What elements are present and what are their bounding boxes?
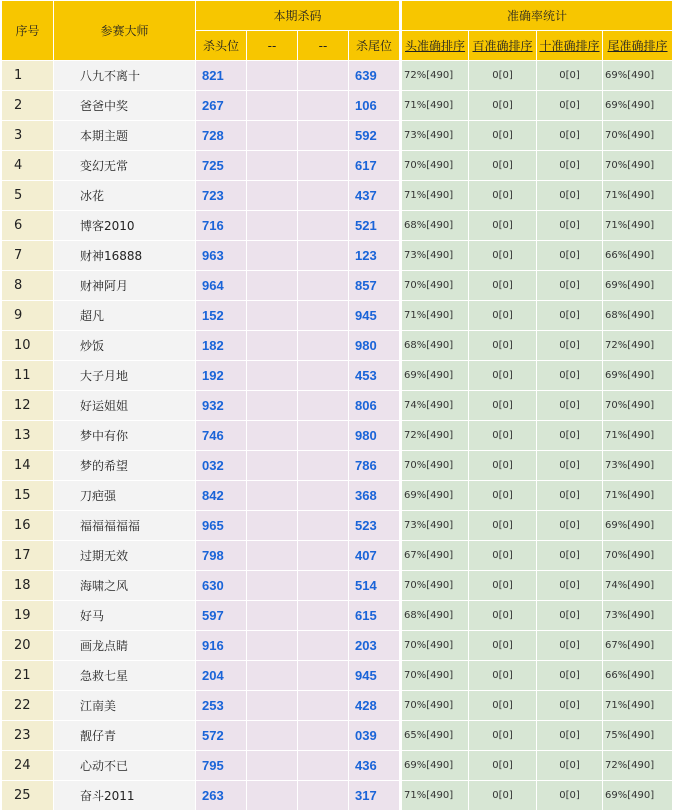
row-ten-rate: 0[0]	[537, 511, 603, 541]
row-master-name: 本期主题	[54, 121, 196, 151]
row-tail-kill: 521	[349, 211, 401, 241]
row-ten-rate: 0[0]	[537, 151, 603, 181]
row-tail-kill: 039	[349, 721, 401, 751]
row-empty-2	[298, 331, 349, 361]
row-index: 1	[2, 61, 54, 91]
row-ten-rate: 0[0]	[537, 721, 603, 751]
row-empty-1	[247, 301, 298, 331]
row-empty-1	[247, 211, 298, 241]
header-dash-2: --	[298, 31, 349, 61]
row-empty-1	[247, 571, 298, 601]
row-tail-kill: 980	[349, 421, 401, 451]
row-tail-rate: 71%[490]	[603, 421, 673, 451]
row-hundred-rate: 0[0]	[469, 751, 537, 781]
row-ten-rate: 0[0]	[537, 391, 603, 421]
row-empty-1	[247, 451, 298, 481]
row-tail-rate: 72%[490]	[603, 331, 673, 361]
table-row	[2, 181, 673, 211]
table-row	[2, 571, 673, 601]
header-master: 参赛大师	[54, 1, 196, 61]
row-empty-2	[298, 61, 349, 91]
table-row	[2, 61, 673, 91]
row-tail-kill: 523	[349, 511, 401, 541]
row-ten-rate: 0[0]	[537, 361, 603, 391]
row-hundred-rate: 0[0]	[469, 451, 537, 481]
header-head-rank-link[interactable]: 头准确排序	[401, 31, 469, 61]
row-tail-kill: 368	[349, 481, 401, 511]
row-index: 16	[2, 511, 54, 541]
table-row	[2, 211, 673, 241]
row-index: 23	[2, 721, 54, 751]
header-tail-rank-link[interactable]: 尾准确排序	[603, 31, 673, 61]
row-head-kill: 725	[196, 151, 247, 181]
row-empty-2	[298, 481, 349, 511]
row-hundred-rate: 0[0]	[469, 571, 537, 601]
row-hundred-rate: 0[0]	[469, 511, 537, 541]
row-hundred-rate: 0[0]	[469, 781, 537, 811]
table-row	[2, 481, 673, 511]
table-row	[2, 781, 673, 811]
row-ten-rate: 0[0]	[537, 481, 603, 511]
row-master-name: 奋斗2011	[54, 781, 196, 811]
row-hundred-rate: 0[0]	[469, 121, 537, 151]
row-ten-rate: 0[0]	[537, 331, 603, 361]
table-row	[2, 331, 673, 361]
table-row	[2, 271, 673, 301]
row-tail-rate: 71%[490]	[603, 181, 673, 211]
row-empty-2	[298, 211, 349, 241]
row-ten-rate: 0[0]	[537, 121, 603, 151]
row-index: 18	[2, 571, 54, 601]
row-head-rate: 68%[490]	[401, 601, 469, 631]
row-empty-2	[298, 691, 349, 721]
row-empty-1	[247, 151, 298, 181]
row-empty-1	[247, 331, 298, 361]
row-empty-1	[247, 181, 298, 211]
row-empty-1	[247, 751, 298, 781]
row-tail-rate: 74%[490]	[603, 571, 673, 601]
row-tail-kill: 592	[349, 121, 401, 151]
row-empty-1	[247, 661, 298, 691]
row-head-kill: 746	[196, 421, 247, 451]
row-tail-rate: 69%[490]	[603, 61, 673, 91]
table-body	[2, 61, 673, 811]
row-empty-2	[298, 391, 349, 421]
row-hundred-rate: 0[0]	[469, 241, 537, 271]
row-head-kill: 597	[196, 601, 247, 631]
row-index: 15	[2, 481, 54, 511]
row-ten-rate: 0[0]	[537, 211, 603, 241]
row-empty-2	[298, 301, 349, 331]
row-head-kill: 965	[196, 511, 247, 541]
row-head-kill: 916	[196, 631, 247, 661]
table-row	[2, 241, 673, 271]
row-tail-rate: 67%[490]	[603, 631, 673, 661]
row-empty-1	[247, 421, 298, 451]
header-index: 序号	[2, 1, 54, 61]
row-empty-2	[298, 721, 349, 751]
row-head-kill: 267	[196, 91, 247, 121]
row-index: 3	[2, 121, 54, 151]
row-index: 10	[2, 331, 54, 361]
row-head-kill: 932	[196, 391, 247, 421]
masters-table	[1, 0, 673, 811]
row-head-kill: 964	[196, 271, 247, 301]
row-head-rate: 70%[490]	[401, 691, 469, 721]
row-head-rate: 70%[490]	[401, 151, 469, 181]
row-empty-1	[247, 721, 298, 751]
row-head-rate: 69%[490]	[401, 481, 469, 511]
row-index: 14	[2, 451, 54, 481]
row-hundred-rate: 0[0]	[469, 91, 537, 121]
row-ten-rate: 0[0]	[537, 241, 603, 271]
row-head-rate: 70%[490]	[401, 271, 469, 301]
row-index: 20	[2, 631, 54, 661]
row-master-name: 刀疤强	[54, 481, 196, 511]
row-head-rate: 71%[490]	[401, 91, 469, 121]
row-tail-kill: 786	[349, 451, 401, 481]
row-empty-1	[247, 601, 298, 631]
table-row	[2, 631, 673, 661]
row-ten-rate: 0[0]	[537, 751, 603, 781]
row-ten-rate: 0[0]	[537, 541, 603, 571]
header-kill-group: 本期杀码	[196, 1, 401, 31]
row-empty-1	[247, 391, 298, 421]
row-empty-1	[247, 781, 298, 811]
row-empty-2	[298, 781, 349, 811]
row-tail-kill: 106	[349, 91, 401, 121]
table-row	[2, 451, 673, 481]
row-empty-1	[247, 481, 298, 511]
row-empty-2	[298, 121, 349, 151]
row-tail-kill: 437	[349, 181, 401, 211]
row-tail-kill: 123	[349, 241, 401, 271]
table-row	[2, 151, 673, 181]
header-dash-1: --	[247, 31, 298, 61]
row-empty-2	[298, 421, 349, 451]
row-ten-rate: 0[0]	[537, 451, 603, 481]
row-index: 7	[2, 241, 54, 271]
row-index: 22	[2, 691, 54, 721]
row-empty-2	[298, 601, 349, 631]
row-head-rate: 72%[490]	[401, 421, 469, 451]
row-head-rate: 68%[490]	[401, 331, 469, 361]
row-hundred-rate: 0[0]	[469, 721, 537, 751]
row-head-rate: 65%[490]	[401, 721, 469, 751]
row-head-kill: 728	[196, 121, 247, 151]
row-index: 17	[2, 541, 54, 571]
row-master-name: 心动不已	[54, 751, 196, 781]
row-ten-rate: 0[0]	[537, 61, 603, 91]
row-head-kill: 152	[196, 301, 247, 331]
row-empty-1	[247, 691, 298, 721]
row-tail-rate: 69%[490]	[603, 361, 673, 391]
row-empty-1	[247, 121, 298, 151]
table-row	[2, 541, 673, 571]
row-hundred-rate: 0[0]	[469, 181, 537, 211]
row-hundred-rate: 0[0]	[469, 541, 537, 571]
row-empty-1	[247, 271, 298, 301]
row-head-rate: 73%[490]	[401, 511, 469, 541]
row-head-kill: 798	[196, 541, 247, 571]
row-empty-2	[298, 361, 349, 391]
row-head-kill: 192	[196, 361, 247, 391]
row-master-name: 八九不离十	[54, 61, 196, 91]
row-hundred-rate: 0[0]	[469, 421, 537, 451]
row-head-kill: 032	[196, 451, 247, 481]
table-row	[2, 421, 673, 451]
row-master-name: 急救七星	[54, 661, 196, 691]
row-empty-2	[298, 661, 349, 691]
row-ten-rate: 0[0]	[537, 691, 603, 721]
row-empty-2	[298, 631, 349, 661]
row-tail-rate: 66%[490]	[603, 661, 673, 691]
row-empty-1	[247, 61, 298, 91]
row-index: 19	[2, 601, 54, 631]
row-empty-1	[247, 361, 298, 391]
row-master-name: 炒饭	[54, 331, 196, 361]
table-row	[2, 601, 673, 631]
row-head-rate: 71%[490]	[401, 301, 469, 331]
row-index: 6	[2, 211, 54, 241]
row-head-kill: 963	[196, 241, 247, 271]
row-empty-1	[247, 631, 298, 661]
row-head-rate: 69%[490]	[401, 361, 469, 391]
row-hundred-rate: 0[0]	[469, 691, 537, 721]
row-tail-kill: 317	[349, 781, 401, 811]
row-empty-2	[298, 571, 349, 601]
row-empty-1	[247, 91, 298, 121]
row-head-rate: 70%[490]	[401, 571, 469, 601]
row-master-name: 靓仔青	[54, 721, 196, 751]
row-head-rate: 71%[490]	[401, 781, 469, 811]
row-index: 8	[2, 271, 54, 301]
row-ten-rate: 0[0]	[537, 421, 603, 451]
row-master-name: 过期无效	[54, 541, 196, 571]
row-head-rate: 73%[490]	[401, 121, 469, 151]
row-tail-rate: 71%[490]	[603, 691, 673, 721]
row-hundred-rate: 0[0]	[469, 391, 537, 421]
row-hundred-rate: 0[0]	[469, 481, 537, 511]
row-index: 2	[2, 91, 54, 121]
row-head-kill: 795	[196, 751, 247, 781]
table-row	[2, 301, 673, 331]
header-head-kill: 杀头位	[196, 31, 247, 61]
row-head-kill: 842	[196, 481, 247, 511]
row-hundred-rate: 0[0]	[469, 301, 537, 331]
row-master-name: 财神16888	[54, 241, 196, 271]
row-head-rate: 70%[490]	[401, 661, 469, 691]
row-head-rate: 73%[490]	[401, 241, 469, 271]
table-row	[2, 91, 673, 121]
row-index: 25	[2, 781, 54, 811]
row-hundred-rate: 0[0]	[469, 151, 537, 181]
row-tail-kill: 639	[349, 61, 401, 91]
row-tail-rate: 71%[490]	[603, 211, 673, 241]
row-master-name: 超凡	[54, 301, 196, 331]
table-row	[2, 691, 673, 721]
row-empty-2	[298, 751, 349, 781]
row-tail-kill: 428	[349, 691, 401, 721]
row-ten-rate: 0[0]	[537, 571, 603, 601]
table-row	[2, 751, 673, 781]
row-head-kill: 821	[196, 61, 247, 91]
row-head-rate: 69%[490]	[401, 751, 469, 781]
row-master-name: 梦中有你	[54, 421, 196, 451]
row-head-kill: 716	[196, 211, 247, 241]
row-master-name: 画龙点睛	[54, 631, 196, 661]
row-tail-rate: 69%[490]	[603, 781, 673, 811]
row-tail-rate: 69%[490]	[603, 511, 673, 541]
row-ten-rate: 0[0]	[537, 181, 603, 211]
table-row	[2, 721, 673, 751]
header-hundred-rank-link[interactable]: 百准确排序	[469, 31, 537, 61]
row-tail-kill: 857	[349, 271, 401, 301]
row-tail-kill: 514	[349, 571, 401, 601]
row-head-kill: 723	[196, 181, 247, 211]
row-head-rate: 70%[490]	[401, 631, 469, 661]
row-head-rate: 70%[490]	[401, 451, 469, 481]
row-tail-rate: 73%[490]	[603, 451, 673, 481]
row-master-name: 博客2010	[54, 211, 196, 241]
row-head-rate: 68%[490]	[401, 211, 469, 241]
row-head-kill: 572	[196, 721, 247, 751]
row-tail-rate: 72%[490]	[603, 751, 673, 781]
row-head-rate: 72%[490]	[401, 61, 469, 91]
table-row	[2, 661, 673, 691]
row-head-rate: 67%[490]	[401, 541, 469, 571]
row-empty-2	[298, 271, 349, 301]
row-empty-2	[298, 241, 349, 271]
row-tail-kill: 945	[349, 301, 401, 331]
row-master-name: 福福福福福	[54, 511, 196, 541]
row-index: 21	[2, 661, 54, 691]
row-hundred-rate: 0[0]	[469, 331, 537, 361]
row-empty-2	[298, 451, 349, 481]
row-ten-rate: 0[0]	[537, 271, 603, 301]
row-hundred-rate: 0[0]	[469, 601, 537, 631]
table-row	[2, 121, 673, 151]
row-tail-rate: 66%[490]	[603, 241, 673, 271]
table-row	[2, 511, 673, 541]
table-row	[2, 361, 673, 391]
row-ten-rate: 0[0]	[537, 661, 603, 691]
row-ten-rate: 0[0]	[537, 781, 603, 811]
row-master-name: 爸爸中奖	[54, 91, 196, 121]
header-row-top	[2, 1, 673, 31]
row-hundred-rate: 0[0]	[469, 211, 537, 241]
row-head-kill: 630	[196, 571, 247, 601]
row-tail-rate: 68%[490]	[603, 301, 673, 331]
row-tail-rate: 70%[490]	[603, 391, 673, 421]
row-tail-rate: 73%[490]	[603, 601, 673, 631]
row-master-name: 变幻无常	[54, 151, 196, 181]
row-empty-1	[247, 511, 298, 541]
row-master-name: 好马	[54, 601, 196, 631]
row-ten-rate: 0[0]	[537, 601, 603, 631]
row-tail-kill: 203	[349, 631, 401, 661]
row-master-name: 海啸之风	[54, 571, 196, 601]
row-index: 9	[2, 301, 54, 331]
row-master-name: 大子月地	[54, 361, 196, 391]
row-tail-kill: 436	[349, 751, 401, 781]
row-index: 4	[2, 151, 54, 181]
header-stats-group: 准确率统计	[401, 1, 673, 31]
row-head-kill: 263	[196, 781, 247, 811]
row-tail-rate: 71%[490]	[603, 481, 673, 511]
row-empty-2	[298, 541, 349, 571]
row-hundred-rate: 0[0]	[469, 661, 537, 691]
row-tail-rate: 69%[490]	[603, 271, 673, 301]
row-master-name: 冰花	[54, 181, 196, 211]
row-tail-kill: 615	[349, 601, 401, 631]
row-tail-rate: 75%[490]	[603, 721, 673, 751]
row-tail-kill: 980	[349, 331, 401, 361]
row-empty-2	[298, 511, 349, 541]
row-head-rate: 71%[490]	[401, 181, 469, 211]
row-head-kill: 253	[196, 691, 247, 721]
row-index: 11	[2, 361, 54, 391]
row-tail-rate: 70%[490]	[603, 151, 673, 181]
row-tail-kill: 806	[349, 391, 401, 421]
row-index: 13	[2, 421, 54, 451]
row-hundred-rate: 0[0]	[469, 271, 537, 301]
row-tail-rate: 69%[490]	[603, 91, 673, 121]
row-hundred-rate: 0[0]	[469, 631, 537, 661]
row-empty-2	[298, 151, 349, 181]
row-index: 5	[2, 181, 54, 211]
row-ten-rate: 0[0]	[537, 631, 603, 661]
row-hundred-rate: 0[0]	[469, 61, 537, 91]
row-master-name: 江南美	[54, 691, 196, 721]
row-tail-kill: 453	[349, 361, 401, 391]
row-head-kill: 182	[196, 331, 247, 361]
row-tail-kill: 945	[349, 661, 401, 691]
row-hundred-rate: 0[0]	[469, 361, 537, 391]
row-index: 12	[2, 391, 54, 421]
row-master-name: 好运姐姐	[54, 391, 196, 421]
header-ten-rank-link[interactable]: 十准确排序	[537, 31, 603, 61]
row-ten-rate: 0[0]	[537, 301, 603, 331]
row-empty-2	[298, 91, 349, 121]
row-tail-rate: 70%[490]	[603, 541, 673, 571]
table-row	[2, 391, 673, 421]
row-empty-1	[247, 541, 298, 571]
header-tail-kill: 杀尾位	[349, 31, 401, 61]
row-master-name: 梦的希望	[54, 451, 196, 481]
row-head-kill: 204	[196, 661, 247, 691]
row-empty-1	[247, 241, 298, 271]
row-index: 24	[2, 751, 54, 781]
row-tail-rate: 70%[490]	[603, 121, 673, 151]
row-empty-2	[298, 181, 349, 211]
row-tail-kill: 617	[349, 151, 401, 181]
row-ten-rate: 0[0]	[537, 91, 603, 121]
row-tail-kill: 407	[349, 541, 401, 571]
row-head-rate: 74%[490]	[401, 391, 469, 421]
row-master-name: 财神阿月	[54, 271, 196, 301]
